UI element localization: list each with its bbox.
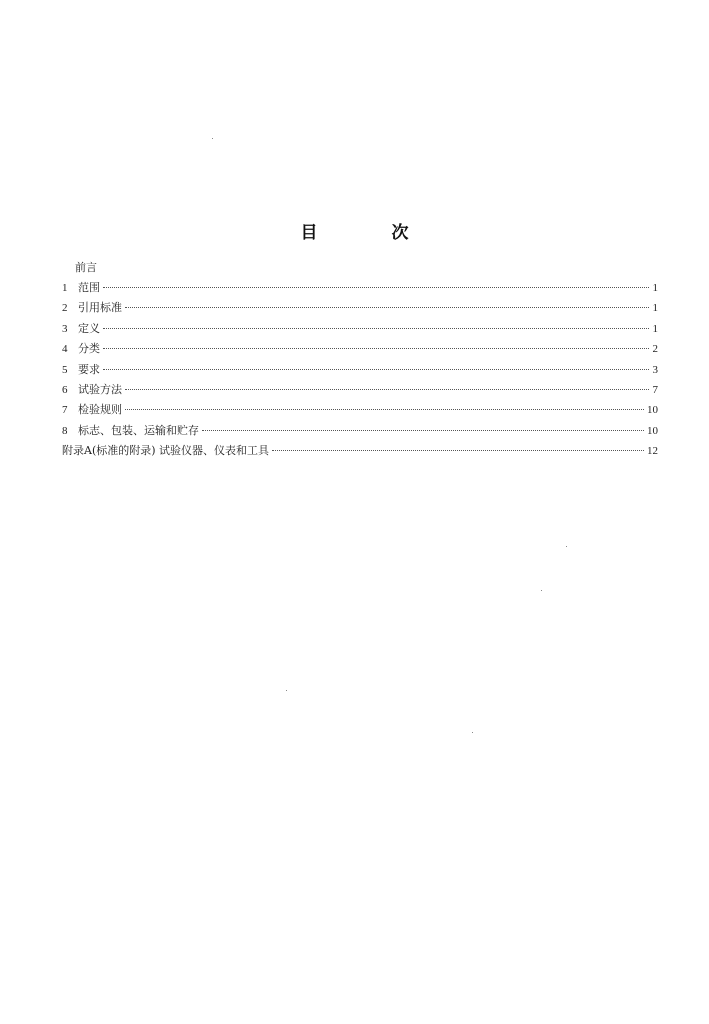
toc-foreword: 前言: [75, 261, 97, 274]
toc-entry: [62, 320, 658, 340]
toc-entry-number: 1: [62, 282, 68, 294]
toc-leader-dots: [272, 449, 644, 451]
toc-entry-page: 1: [652, 302, 658, 315]
toc-leader-dots: [103, 347, 649, 349]
toc-entry-label: 附录A(标准的附录) 试验仪器、仪表和工具: [62, 444, 270, 458]
toc-entry-number: 3: [62, 322, 68, 335]
toc-entry: [62, 299, 658, 319]
toc-entry-page: 7: [652, 383, 658, 396]
toc-leader-dots: [125, 408, 644, 410]
toc-entry-page: 1: [652, 322, 658, 335]
toc-entry: [62, 422, 658, 442]
scan-speck: [212, 138, 213, 139]
toc-leader-dots: [103, 327, 649, 329]
scan-speck: [566, 546, 567, 547]
toc-entry-page: 1: [652, 282, 658, 294]
toc-entry-page: 2: [652, 343, 658, 356]
toc-entry-number: 7: [62, 404, 68, 417]
toc-leader-dots: [103, 286, 649, 288]
toc-entry-label: 分类: [78, 342, 100, 356]
scan-speck: [541, 590, 542, 591]
table-of-contents: [62, 279, 658, 463]
toc-entry-number: 5: [62, 363, 68, 376]
scan-speck: [472, 732, 473, 733]
toc-entry-label: 要求: [78, 362, 100, 376]
toc-entry: [62, 361, 658, 381]
toc-entry-number: 6: [62, 383, 68, 396]
toc-leader-dots: [125, 388, 649, 390]
toc-entry-page: 3: [652, 363, 658, 376]
scan-speck: [286, 690, 287, 691]
toc-entry-label: 引用标准: [78, 301, 122, 315]
toc-entry: [62, 381, 658, 401]
toc-leader-dots: [202, 429, 644, 431]
toc-entry-label: 检验规则: [78, 403, 122, 417]
toc-entry-label: 范围: [78, 281, 100, 294]
toc-entry-page: 12: [647, 445, 658, 458]
toc-entry: [62, 401, 658, 421]
page-title: 目 次: [300, 223, 443, 243]
toc-entry-page: 10: [647, 404, 658, 417]
toc-entry-appendix: [62, 442, 658, 462]
toc-leader-dots: [103, 368, 649, 370]
toc-entry-number: 2: [62, 302, 68, 315]
toc-entry: [62, 279, 658, 299]
toc-leader-dots: [125, 306, 649, 308]
toc-entry-label: 定义: [78, 321, 100, 335]
toc-entry-page: 10: [647, 424, 658, 437]
toc-entry-number: 4: [62, 343, 68, 356]
toc-entry: [62, 340, 658, 360]
toc-entry-number: 8: [62, 424, 68, 437]
toc-entry-label: 试验方法: [78, 382, 122, 396]
toc-entry-label: 标志、包装、运输和贮存: [78, 423, 199, 437]
